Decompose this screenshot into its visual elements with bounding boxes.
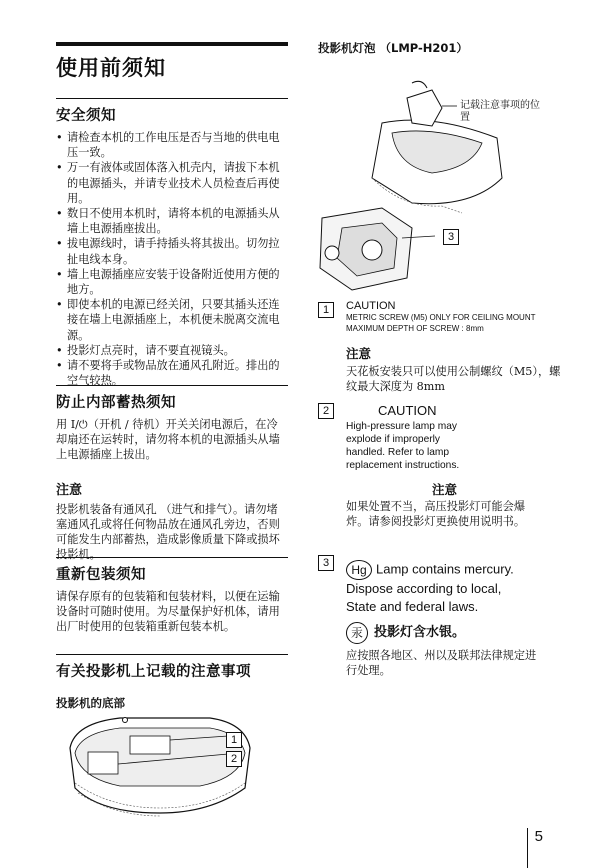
notice-number: 2 [318, 403, 334, 419]
list-item: • 即使本机的电源已经关闭，只要其插头还连接在墙上电源插座上，本机便未脱离交流电源。 [56, 297, 288, 343]
heat-note-body: 投影机装备有通风孔 （进气和排气）。请勿堵塞通风孔或将任何物品放在通风孔旁边，否则可能发生内部蓄热，造成影像质量下降或损坏投影机。 [56, 502, 280, 562]
mercury-symbol-icon: Hg [346, 560, 372, 580]
cn-note-body: 天花板安装只可以使用公制螺纹（M5），螺纹最大深度为 8mm [346, 365, 561, 394]
notice-1 [346, 300, 566, 394]
page-title: 使用前须知 [56, 42, 288, 82]
notice-2 [346, 403, 546, 529]
list-item: • 拔电源线时，请手持插头将其拔出。切勿拉扯电线本身。 [56, 236, 288, 266]
caution-line: METRIC SCREW (M5) ONLY FOR CEILING MOUNT [346, 313, 536, 322]
caution-line: MAXIMUM DEPTH OF SCREW : 8mm [346, 324, 484, 333]
page-number: 5 [527, 828, 543, 868]
notice-number: 3 [318, 555, 334, 571]
marker-box: 2 [226, 751, 242, 767]
cn-note-body: 如果处置不当，高压投影灯可能会爆炸。请参阅投影灯更换使用说明书。 [346, 500, 526, 529]
caution-line: handled. Refer to lamp [346, 447, 450, 458]
marker-box: 3 [443, 229, 459, 245]
caution-line: replacement instructions. [346, 460, 460, 471]
heat-section [56, 385, 288, 562]
caution-line: High-pressure lamp may [346, 421, 457, 432]
lamp-caption: 投影机灯泡 （LMP-H201） [318, 41, 468, 55]
notice-number: 1 [318, 302, 334, 318]
mercury-cn-title: 投影灯含水银。 [374, 625, 466, 640]
caution-line: explode if improperly [346, 434, 440, 445]
list-item: • 万一有液体或固体落入机壳内，请拔下本机的电源插头，并请专业技术人员检查后再使用。 [56, 160, 288, 206]
labels-section [56, 654, 288, 711]
list-item: • 数日不使用本机时，请将本机的电源插头从墙上电源插座拔出。 [56, 206, 288, 236]
heat-title: 防止内部蓄热须知 [56, 385, 288, 412]
caution-heading: CAUTION [346, 300, 396, 312]
notice-3 [346, 560, 566, 678]
labels-title: 有关投影机上记载的注意事项 [56, 654, 288, 681]
list-item: • 墙上电源插座应安装于设备附近使用方便的地方。 [56, 267, 288, 297]
caution-heading: CAUTION [378, 403, 437, 418]
cn-note-title: 注意 [346, 346, 372, 361]
list-item: • 请不要将手或物品放在通风孔附近。排出的空气较热。 [56, 358, 288, 388]
repack-section [56, 557, 288, 635]
mercury-line: Lamp contains mercury. [376, 561, 514, 577]
mercury-cn-body: 应按照各地区、州以及联邦法律规定进行处理。 [346, 648, 537, 677]
mercury-line: Dispose according to local, [346, 581, 502, 596]
safety-section [56, 98, 288, 388]
list-item: • 投影灯点亮时，请不要直视镜头。 [56, 343, 288, 358]
cn-note-title: 注意 [432, 482, 458, 497]
heat-note-title: 注意 [56, 482, 83, 498]
mercury-line: State and federal laws. [346, 598, 479, 614]
safety-title: 安全须知 [56, 98, 288, 125]
repack-title: 重新包装须知 [56, 557, 288, 584]
repack-body: 请保存原有的包装箱和包装材料，以便在运输设备时可随时使用。为尽量保护好机体，请用出厂时使用的包装箱重新包装本机。 [56, 590, 280, 634]
list-item: • 请检查本机的工作电压是否与当地的供电电压一致。 [56, 130, 288, 160]
lamp-callout: 记载注意事项的位置 [460, 100, 540, 123]
marker-box: 1 [226, 732, 242, 748]
mercury-cn-symbol-icon: 汞 [346, 622, 368, 644]
bottom-caption: 投影机的底部 [56, 696, 125, 710]
safety-list [56, 130, 288, 388]
heat-body: 用 I/⏻（开机 / 待机）开关关闭电源后，在冷却扇还在运转时，请勿将本机的电源插头从墙上电源插座上拔出。 [56, 418, 280, 462]
